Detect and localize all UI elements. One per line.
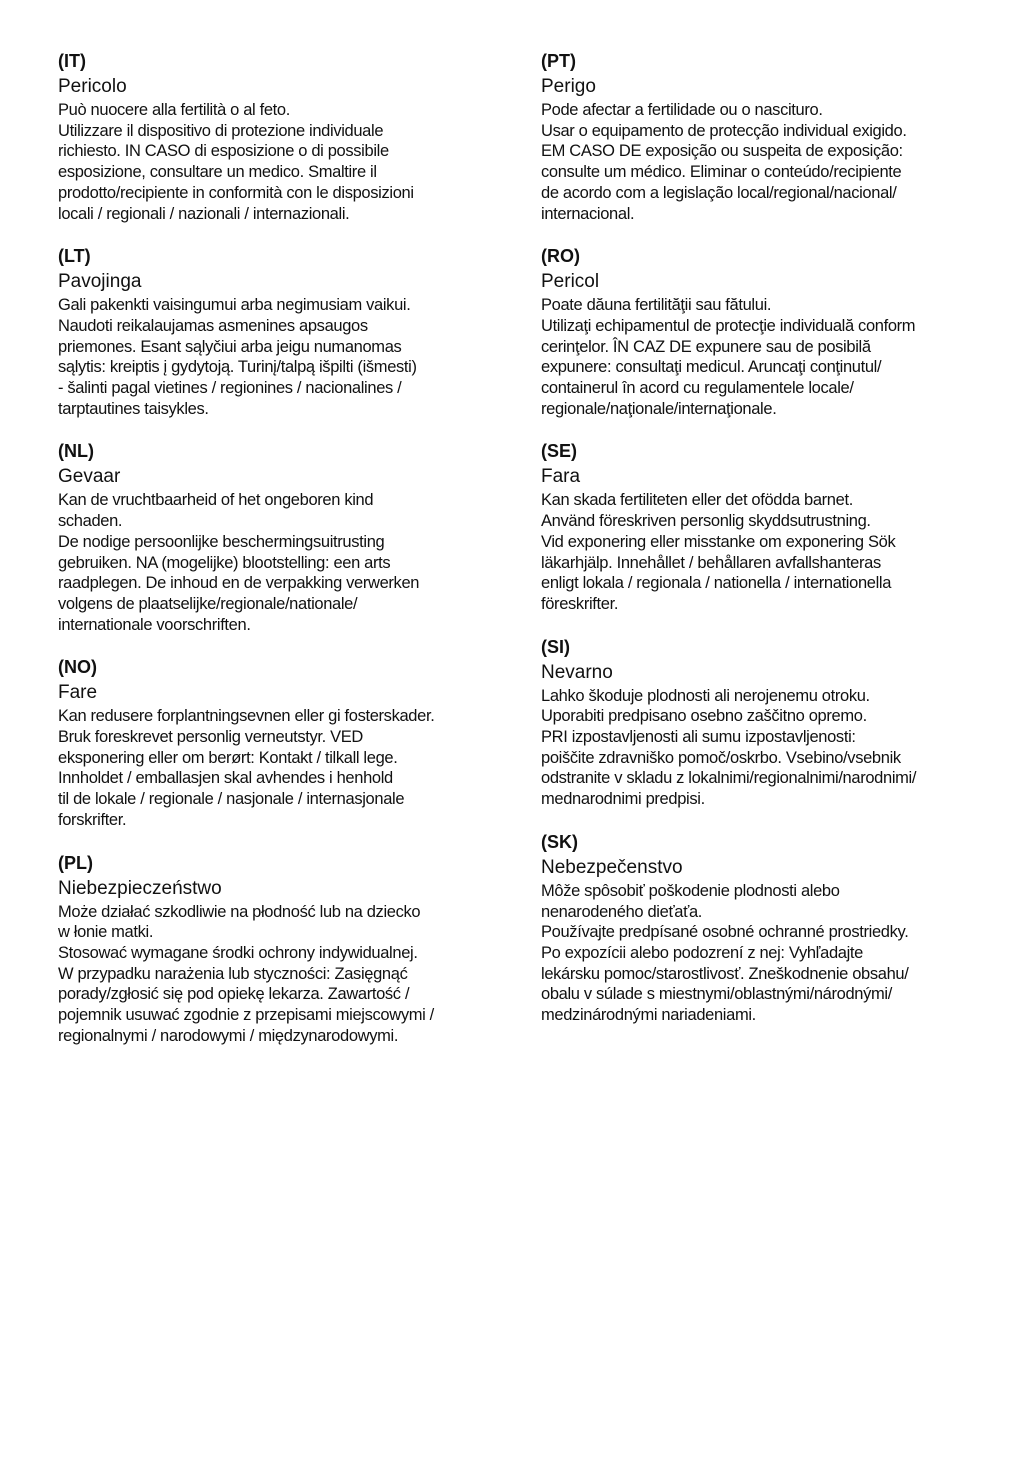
statement-line: cerinţelor. ÎN CAZ DE expunere sau de posibilă: [541, 337, 871, 356]
language-section-lt: [58, 243, 498, 419]
statement-line: gebruiken. NA (mogelijke) blootstelling: een arts: [58, 553, 391, 572]
language-section-si: [541, 634, 981, 810]
language-code: (LT): [58, 246, 91, 267]
statement-line: W przypadku narażenia lub styczności: Zasięgnąć: [58, 964, 408, 983]
hazard-signal-word: Nevarno: [541, 661, 613, 683]
language-code: (IT): [58, 51, 86, 71]
statement-line: Poate dăuna fertilităţii sau fătului.: [541, 296, 772, 315]
statement-line: mednarodnimi predpisi.: [541, 790, 705, 809]
statement-line: expunere: consultaţi medicul. Aruncaţi conţinutul/: [541, 358, 882, 377]
hazard-signal-word: Nebezpečenstvo: [541, 856, 683, 878]
hazard-statement-text: [58, 490, 498, 635]
statement-line: de acordo com a legislação local/regional/nacional/: [541, 183, 897, 202]
statement-line: obalu v súlade s miestnymi/oblastnými/národnými/: [541, 985, 892, 1004]
language-code: (NL): [58, 441, 94, 462]
statement-line: PRI izpostavljenosti ali sumu izpostavljenosti:: [541, 728, 856, 747]
statement-line: Lahko škoduje plodnosti ali nerojenemu otroku.: [541, 686, 870, 705]
language-section-sk: [541, 829, 981, 1026]
statement-line: EM CASO DE exposição ou suspeita de exposição:: [541, 142, 903, 161]
language-section-se: [541, 438, 981, 614]
statement-line: regionale/naţionale/internaţionale.: [541, 399, 777, 418]
language-section-pt: [541, 48, 981, 224]
statement-line: Uporabiti predpisano osebno zaščitno opremo.: [541, 707, 867, 726]
statement-line: Kan de vruchtbaarheid of het ongeboren kind: [58, 491, 374, 510]
statement-line: internacional.: [541, 204, 635, 223]
statement-line: sąlytis: kreiptis į gydytoją. Turinį/talpą išpilti (išmesti): [58, 358, 417, 377]
hazard-signal-word: Niebezpieczeństwo: [58, 877, 222, 899]
hazard-statement-text: [541, 295, 981, 419]
statement-line: - šalinti pagal vietines / regionines / nacionalines /: [58, 379, 402, 398]
hazard-signal-word: Fare: [58, 682, 98, 704]
statement-line: til de lokale / regionale / nasjonale / internasjonale: [58, 790, 405, 809]
statement-line: Kan skada fertiliteten eller det ofödda barnet.: [541, 491, 853, 510]
statement-line: Może działać szkodliwie na płodność lub na dziecko: [58, 902, 421, 921]
statement-line: volgens de plaatselijke/regionale/nationale/: [58, 594, 358, 613]
statement-line: w łonie matki.: [58, 923, 154, 942]
statement-line: Usar o equipamento de protecção individual exigido.: [541, 121, 907, 140]
statement-line: regionalnymi / narodowymi / międzynarodowymi.: [58, 1026, 399, 1045]
statement-line: poiščite zdravniško pomoč/oskrbo. Vsebino/vsebnik: [541, 748, 901, 767]
statement-line: Bruk foreskrevet personlig verneutstyr. VED: [58, 728, 364, 747]
language-code: (SK): [541, 831, 578, 852]
language-code: (RO): [541, 246, 580, 267]
statement-line: prodotto/recipiente in conformità con le disposizioni: [58, 183, 414, 202]
hazard-statement-text: [58, 902, 498, 1047]
statement-line: Kan redusere forplantningsevnen eller gi fosterskader.: [58, 707, 435, 726]
statement-line: Po expozícii alebo podozrení z nej: Vyhľadajte: [541, 943, 863, 962]
statement-line: esposizione, consultare un medico. Smaltire il: [58, 163, 377, 182]
statement-line: Utilizaţi echipamentul de protecţie individuală conform: [541, 316, 916, 335]
statement-line: Naudoti reikalaujamas asmenines apsaugos: [58, 316, 368, 335]
statement-line: Può nuocere alla fertilità o al feto.: [58, 101, 290, 119]
language-section-no: [58, 654, 498, 830]
hazard-statement-text: [541, 686, 981, 810]
hazard-statement-text: [58, 706, 498, 830]
statement-line: porady/zgłosić się pod opiekę lekarza. Zawartość /: [58, 985, 410, 1004]
statement-line: Vid exponering eller misstanke om exponering Sök: [541, 532, 896, 551]
statement-line: raadplegen. De inhoud en de verpakking verwerken: [58, 574, 420, 593]
language-code: (PL): [58, 852, 93, 873]
language-section-it: [58, 48, 498, 224]
hazard-signal-word: Pericol: [541, 271, 600, 293]
statement-line: Använd föreskriven personlig skyddsutrustning.: [541, 512, 871, 531]
statement-line: eksponering eller om berørt: Kontakt / tilkall lege.: [58, 748, 398, 767]
hazard-signal-word: Gevaar: [58, 466, 121, 488]
hazard-statement-text: [58, 295, 498, 419]
statement-line: containerul în acord cu regulamentele locale/: [541, 379, 854, 398]
hazard-statement-text: [541, 881, 981, 1026]
statement-line: Innholdet / emballasjen skal avhendes i henhold: [58, 769, 393, 788]
statement-line: consulte um médico. Eliminar o conteúdo/recipiente: [541, 163, 902, 182]
language-section-ro: [541, 243, 981, 419]
hazard-statement-text: [541, 490, 981, 614]
language-code: (PT): [541, 51, 576, 71]
statement-line: odstranite v skladu z lokalnimi/regionalnimi/narodnimi/: [541, 769, 917, 788]
statement-line: locali / regionali / nazionali / internazionali.: [58, 204, 350, 223]
language-code: (SE): [541, 441, 577, 462]
statement-line: Utilizzare il dispositivo di protezione individuale: [58, 121, 384, 140]
statement-line: Môže spôsobiť poškodenie plodnosti alebo: [541, 881, 840, 900]
statement-line: Stosować wymagane środki ochrony indywidualnej.: [58, 943, 418, 962]
statement-line: forskrifter.: [58, 810, 127, 829]
statement-line: läkarhjälp. Innehållet / behållaren avfallshanteras: [541, 553, 881, 572]
hazard-statement-text: [58, 100, 498, 224]
statement-line: Gali pakenkti vaisingumui arba negimusiam vaikui.: [58, 296, 411, 315]
statement-line: Používajte predpísané osobné ochranné prostriedky.: [541, 923, 909, 942]
statement-line: schaden.: [58, 512, 123, 531]
statement-line: lekársku pomoc/starostlivosť. Zneškodnenie obsahu/: [541, 964, 909, 983]
statement-line: nenarodeného dieťaťa.: [541, 902, 703, 921]
statement-line: Pode afectar a fertilidade ou o nascituro.: [541, 101, 823, 119]
statement-line: internationale voorschriften.: [58, 615, 251, 634]
statement-line: enligt lokala / regionala / nationella / internationella: [541, 574, 892, 593]
hazard-statement-text: [541, 100, 981, 224]
language-section-pl: [58, 850, 498, 1047]
statement-line: tarptautines taisykles.: [58, 399, 209, 418]
language-code: (NO): [58, 657, 97, 678]
statement-line: medzinárodnými nariadeniami.: [541, 1006, 756, 1025]
statement-line: priemones. Esant sąlyčiui arba jeigu numanomas: [58, 337, 402, 356]
left-column: [58, 48, 498, 1066]
language-code: (SI): [541, 636, 570, 657]
hazard-signal-word: Perigo: [541, 76, 596, 97]
statement-line: pojemnik usuwać zgodnie z przepisami miejscowymi /: [58, 1006, 434, 1025]
right-column: [541, 48, 981, 1045]
hazard-signal-word: Pavojinga: [58, 271, 142, 293]
hazard-signal-word: Fara: [541, 466, 581, 488]
statement-line: föreskrifter.: [541, 594, 619, 613]
statement-line: richiesto. IN CASO di esposizione o di possibile: [58, 142, 389, 161]
language-section-nl: [58, 438, 498, 635]
statement-line: De nodige persoonlijke beschermingsuitrusting: [58, 532, 385, 551]
hazard-signal-word: Pericolo: [58, 76, 127, 97]
